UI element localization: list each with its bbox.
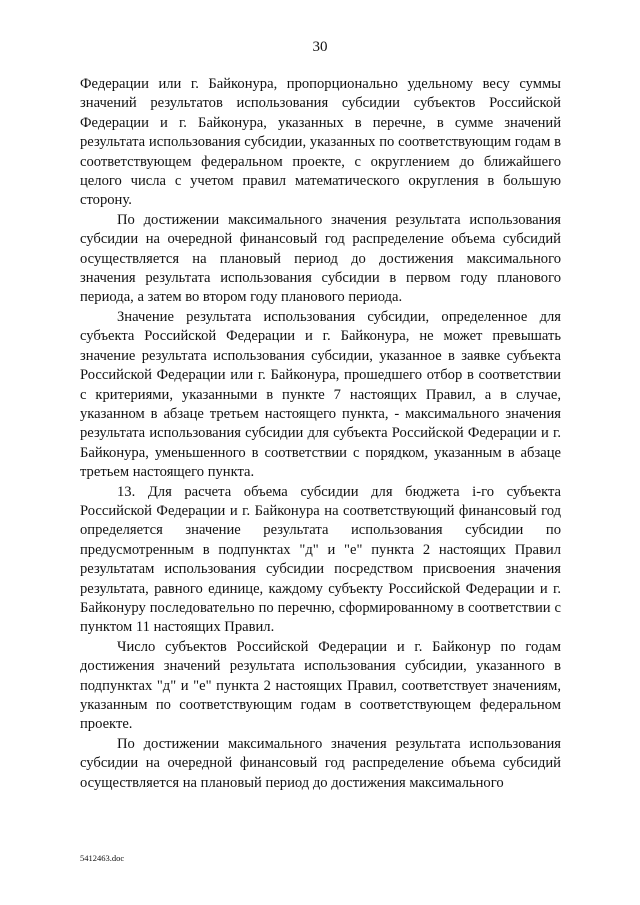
paragraph-5: Число субъектов Российской Федерации и г. Байконур по годам достижения значений результата использования субсидии, указанного в подпунктах "д" и "е" пункта 2 настоящих Правил, соответствует значениям, указанным по соответствующим годам в соответствующем федеральном проекте. [80, 638, 561, 733]
document-body [80, 75, 561, 793]
paragraph-3: Значение результата использования субсидии, определенное для субъекта Российской Федерации и г. Байконура, не может превышать значение результата использования субсидии, указанное в заявке субъекта Российской Федерации или г. Байконура, прошедшего отбор в соответствии с критериями, указанными в пункте 7 настоящих Правил, а в случае, указанном в абзаце третьем настоящего пункта, - максимального значения результата использования субсидии для субъекта Российской Федерации и г. Байконура, уменьшенного в соответствии с порядком, указанным в абзаце третьем настоящего пункта. [80, 308, 561, 481]
document-filename: 5412463.doc [80, 853, 125, 863]
paragraph-4: 13. Для расчета объема субсидии для бюджета i-го субъекта Российской Федерации и г. Байконура на соответствующий финансовый год определяется значение результата использования субсидии по предусмотренным в подпунктах "д" и "е" пункта 2 настоящих Правил результатам использования субсидии посредством присвоения значения результата, равного единице, каждому субъекту Российской Федерации и г. Байконуру последовательно по перечню, сформированному в соответствии с пунктом 11 настоящих Правил. [80, 483, 561, 636]
page-number: 30 [312, 39, 328, 55]
paragraph-2: По достижении максимального значения результата использования субсидии на очередной финансовый год распределение объема субсидий осуществляется на плановый период до достижения максимального значения результата использования субсидии в первом году планового периода, а затем во втором году планового периода. [80, 211, 561, 306]
paragraph-1: Федерации или г. Байконура, пропорционально удельному весу суммы значений результатов использования субсидии субъектов Российской Федерации и г. Байконура, указанных в перечне, в сумме значений результата использования субсидии, указанных по соответствующим годам в соответствующем федеральном проекте, с округлением до ближайшего целого числа с учетом правил математического округления в большую сторону. [80, 76, 561, 209]
paragraph-6: По достижении максимального значения результата использования субсидии на очередной финансовый год распределение объема субсидий осуществляется на плановый период до достижения максимального [80, 735, 561, 791]
